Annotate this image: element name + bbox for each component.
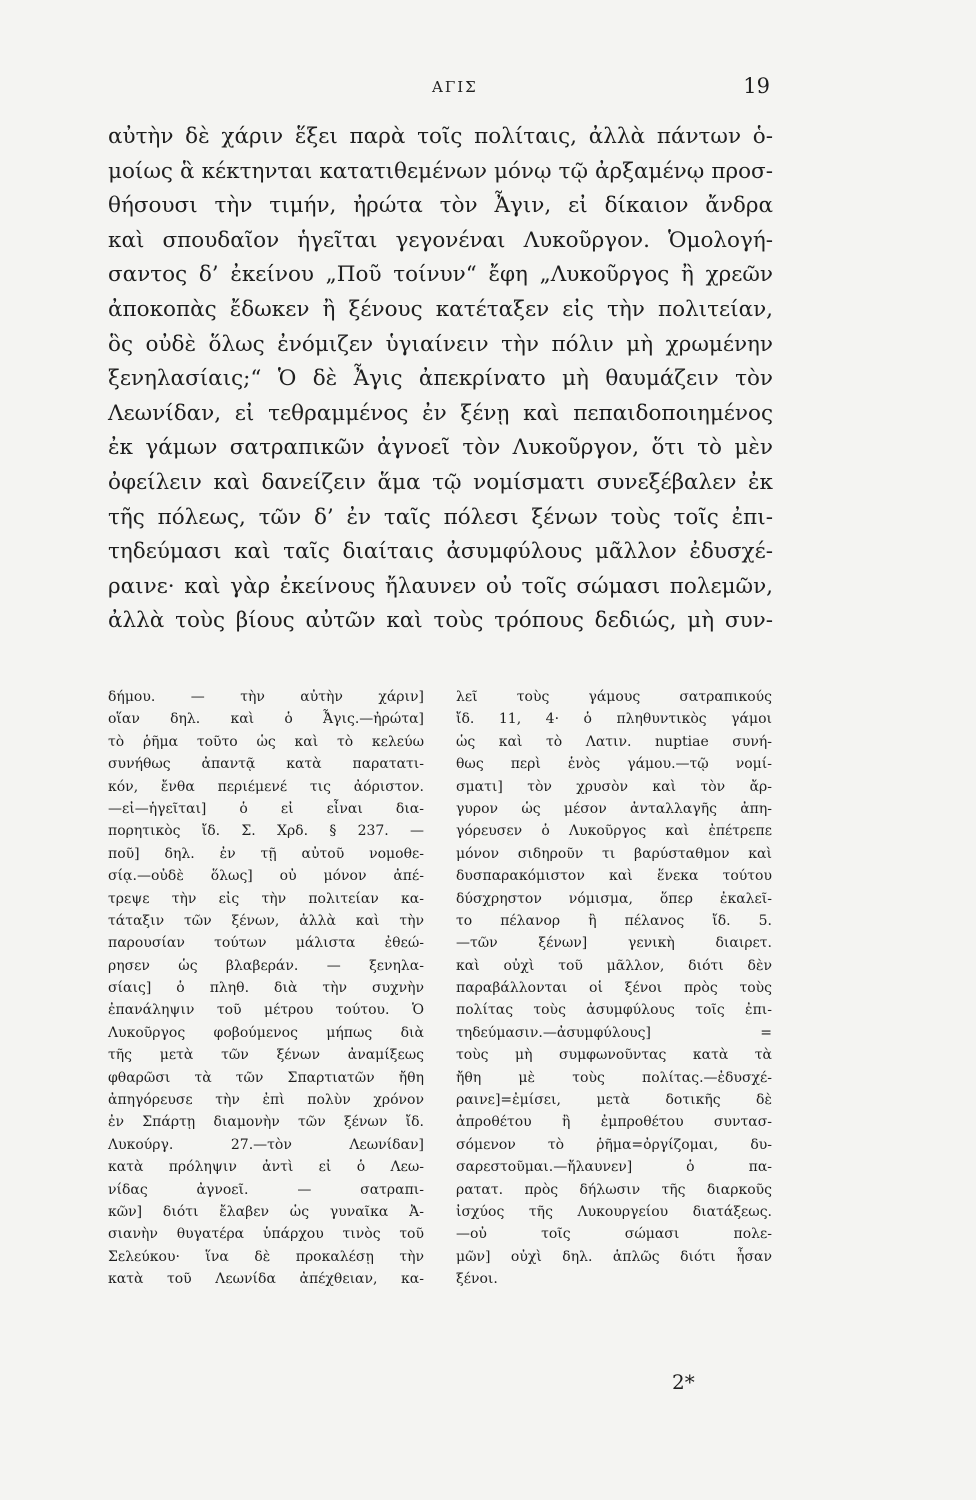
main-text-line: ἐκ γάμων σατραπικῶν ἀγνοεῖ τὸν Λυκοῦργον, ὅτι τὸ μὲν — [108, 435, 773, 461]
note-line: ραινε]=ἐμίσει, μετὰ δοτικῆς δὲ — [456, 1092, 772, 1109]
note-line: σματι] τὸν χρυσὸν καὶ τὸν ἄρ- — [456, 778, 772, 795]
note-line: δυσπαρακόμιστον καὶ ἕνεκα τούτου — [456, 868, 772, 885]
main-text-line: ὃς οὐδὲ ὅλως ἐνόμιζεν ὑγιαίνειν τὴν πόλιν μὴ χρωμένην — [108, 331, 773, 357]
note-line: θως περὶ ἑνὸς γάμου.—τῷ νομί- — [456, 756, 772, 773]
note-line: συνήθως ἀπαντᾷ κατὰ παρατατι- — [108, 756, 424, 773]
note-line: ποῦ] δηλ. ἐν τῇ αὐτοῦ νομοθε- — [108, 845, 424, 862]
note-line: σίᾳ.—οὐδὲ ὅλως] οὐ μόνον ἀπέ- — [108, 868, 424, 885]
running-head — [0, 72, 976, 102]
running-head-title: ΑΓΙΣ — [432, 78, 478, 96]
note-line: ἀπηγόρευσε τὴν ἐπὶ πολὺν χρόνον — [108, 1092, 424, 1109]
main-text-line: ὀφείλειν καὶ δανείζειν ἅμα τῷ νομίσματι συνεξέβαλεν ἐκ — [108, 469, 773, 495]
note-line: κατὰ πρόληψιν ἀντὶ εἰ ὁ Λεω- — [108, 1159, 424, 1176]
note-line: μῶν] οὐχὶ δηλ. ἁπλῶς διότι ἦσαν — [456, 1248, 772, 1265]
note-line: πολίτας τοὺς ἀσυμφύλους τοῖς ἐπι- — [456, 1002, 772, 1019]
note-line: —τῶν ξένων] γενικὴ διαιρετ. — [456, 935, 772, 952]
note-line: ξένοι. — [456, 1271, 498, 1288]
note-line: δήμου. — τὴν αὐτὴν χάριν] — [108, 689, 424, 705]
main-text-line: σαντος δ’ ἐκείνου „Ποῦ τοίνυν“ ἔφη „Λυκοῦργος ἢ χρεῶν — [108, 262, 773, 288]
main-text-line: τηδεύμασι καὶ ταῖς διαίταις ἀσυμφύλους μᾶλλον ἐδυσχέ- — [108, 539, 773, 565]
footnotes-right-column — [456, 686, 772, 1291]
note-line: κατὰ τοῦ Λεωνίδα ἀπέχθειαν, κα- — [108, 1271, 424, 1288]
main-text-line: τῆς πόλεως, τῶν δ’ ἐν ταῖς πόλεσι ξένων τοὺς τοῖς ἐπι- — [108, 504, 773, 530]
note-line: λεῖ τοὺς γάμους σατραπικούς — [456, 689, 772, 705]
note-line: κόν, ἔνθα περιέμενέ τις ἀόριστον. — [108, 778, 424, 795]
main-text-line: θήσουσι τὴν τιμήν, ἠρώτα τὸν Ἆγιν, εἰ δίκαιον ἄνδρα — [108, 193, 773, 219]
note-line: τηδεύμασιν.—ἀσυμφύλους] = — [456, 1024, 772, 1041]
note-line: σιανὴν θυγατέρα ὑπάρχου τινὸς τοῦ — [108, 1226, 424, 1243]
footnotes-left-column — [108, 686, 424, 1291]
note-line: Σελεύκου· ἵνα δὲ προκαλέσῃ τὴν — [108, 1248, 424, 1265]
signature-mark: 2* — [672, 1370, 695, 1394]
note-line: ρησεν ὡς βλαβεράν. — ξενηλα- — [108, 957, 424, 974]
note-line: πορητικὸς ἴδ. Σ. Χρδ. § 237. — — [108, 823, 424, 840]
note-line: νίδας ἀγνοεῖ. — σατραπι- — [108, 1181, 424, 1198]
note-line: καὶ οὐχὶ τοῦ μᾶλλον, διότι δὲν — [456, 957, 772, 974]
note-line: ἀπροθέτου ἢ ἐμπροθέτου συντασ- — [456, 1114, 772, 1131]
note-line: τρεψε τὴν εἰς τὴν πολιτείαν κα- — [108, 890, 424, 907]
note-line: Λυκούργ. 27.—τὸν Λεωνίδαν] — [108, 1136, 424, 1153]
note-line: γυρον ὡς μέσον ἀνταλλαγῆς ἀπη- — [456, 800, 772, 817]
main-text-block — [108, 120, 773, 639]
note-line: δύσχρηστον νόμισμα, ὅπερ ἐκαλεῖ- — [456, 890, 772, 907]
note-line: γόρευσεν ὁ Λυκοῦργος καὶ ἐπέτρεπε — [456, 823, 772, 840]
main-text-line: ραινε· καὶ γὰρ ἐκείνους ἤλαυνεν οὐ τοῖς σώμασι πολεμῶν, — [108, 573, 773, 599]
note-line: παραβάλλονται οἱ ξένοι πρὸς τοὺς — [456, 980, 772, 997]
note-line: το πέλανορ ἢ πέλανος ἴδ. 5. — [456, 912, 772, 929]
note-line: ὡς καὶ τὸ Λατιν. nuptiae συνή- — [456, 733, 772, 750]
note-line: τάταξιν τῶν ξένων, ἀλλὰ καὶ τὴν — [108, 912, 424, 929]
main-text-line: καὶ σπουδαῖον ἡγεῖται γεγονέναι Λυκοῦργον. Ὁμολογή- — [108, 227, 773, 253]
note-line: κῶν] διότι ἔλαβεν ὡς γυναῖκα Ἀ- — [108, 1203, 424, 1220]
note-line: —οὐ τοῖς σώμασι πολε- — [456, 1226, 772, 1243]
note-line: ρατατ. πρὸς δήλωσιν τῆς διαρκοῦς — [456, 1181, 772, 1198]
note-line: μόνον σιδηροῦν τι βαρύσταθμον καὶ — [456, 845, 772, 862]
note-line: τῆς μετὰ τῶν ξένων ἀναμίξεως — [108, 1047, 424, 1064]
main-text-line: ξενηλασίαις;“ Ὁ δὲ Ἆγις ἀπεκρίνατο μὴ θαυμάζειν τὸν — [108, 366, 773, 392]
note-line: φθαρῶσι τὰ τῶν Σπαρτιατῶν ἤθη — [108, 1069, 424, 1086]
main-text-line: αὐτὴν δὲ χάριν ἕξει παρὰ τοῖς πολίταις, ἀλλὰ πάντων ὁ- — [108, 124, 773, 149]
note-line: τοὺς μὴ συμφωνοῦντας κατὰ τὰ — [456, 1047, 772, 1064]
note-line: σαρεστοῦμαι.—ἤλαυνεν] ὁ πα- — [456, 1159, 772, 1176]
note-line: Λυκοῦργος φοβούμενος μήπως διὰ — [108, 1024, 424, 1041]
note-line: παρουσίαν τούτων μάλιστα ἐθεώ- — [108, 935, 424, 952]
footnotes — [108, 686, 773, 1366]
note-line: σόμενον τὸ ῥῆμα=ὀργίζομαι, δυ- — [456, 1136, 772, 1153]
note-line: ἤθη μὲ τοὺς πολίτας.—ἐδυσχέ- — [456, 1069, 772, 1086]
main-text-line: μοίως ἃ κέκτηνται κατατιθεμένων μόνῳ τῷ ἀρξαμένῳ προσ- — [108, 158, 773, 184]
note-line: —εἰ—ἡγεῖται] ὁ εἰ εἶναι δια- — [108, 800, 424, 817]
note-line: ἰσχύος τῆς Λυκουργείου διατάξεως. — [456, 1203, 772, 1220]
note-line: ἐπανάληψιν τοῦ μέτρου τούτου. Ὁ — [108, 1002, 424, 1019]
note-line: ἴδ. 11, 4· ὁ πληθυντικὸς γάμοι — [456, 711, 772, 728]
note-line: τὸ ῥῆμα τοῦτο ὡς καὶ τὸ κελεύω — [108, 733, 424, 750]
main-text-line: Λεωνίδαν, εἰ τεθραμμένος ἐν ξένῃ καὶ πεπαιδοποιημένος — [108, 400, 773, 426]
note-line: σίαις] ὁ πληθ. διὰ τὴν συχνὴν — [108, 980, 424, 997]
page-number: 19 — [743, 74, 770, 98]
note-line: ἐν Σπάρτῃ διαμονὴν τῶν ξένων ἴδ. — [108, 1114, 424, 1131]
main-text-line: ἀλλὰ τοὺς βίους αὐτῶν καὶ τοὺς τρόπους δεδιώς, μὴ συν- — [108, 608, 773, 634]
main-text-line: ἀποκοπὰς ἔδωκεν ἢ ξένους κατέταξεν εἰς τὴν πολιτείαν, — [108, 296, 773, 322]
note-line: οἵαν δηλ. καὶ ὁ Ἆγις.—ἠρώτα] — [108, 711, 424, 728]
